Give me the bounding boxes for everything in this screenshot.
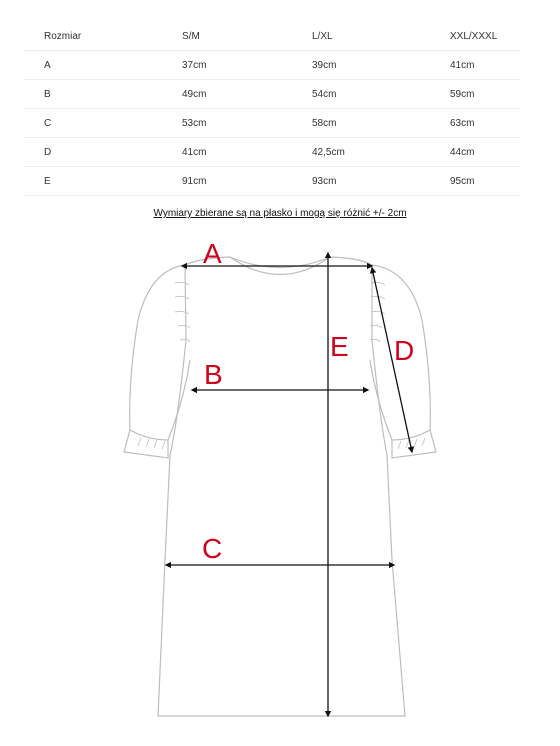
header-sm: S/M [162,22,292,51]
row-label: B [24,80,162,109]
row-label: E [24,167,162,196]
table-cell: 59cm [430,80,520,109]
table-cell: 58cm [292,109,430,138]
table-cell: 44cm [430,138,520,167]
table-row [24,167,520,196]
table-row [24,80,520,109]
table-cell: 63cm [430,109,520,138]
header-size: Rozmiar [24,22,162,51]
dress-outline [124,257,436,716]
table-header-row [24,22,520,51]
table-cell: 53cm [162,109,292,138]
measurement-note: Wymiary zbierane są na płasko i mogą się różnić +/- 2cm [153,208,407,219]
header-xxlxxxl: XXL/XXXL [430,22,520,51]
label-c: C [202,533,223,564]
table-cell: 37cm [162,51,292,80]
row-label: A [24,51,162,80]
table-row [24,109,520,138]
table-cell: 95cm [430,167,520,196]
table-cell: 91cm [162,167,292,196]
table-cell: 42,5cm [292,138,430,167]
table-cell: 39cm [292,51,430,80]
label-a: A [203,238,222,269]
dress-diagram [0,230,560,730]
row-label: D [24,138,162,167]
table-row [24,138,520,167]
table-cell: 41cm [430,51,520,80]
table-cell: 41cm [162,138,292,167]
table-cell: 49cm [162,80,292,109]
label-b: B [204,359,223,390]
table-cell: 93cm [292,167,430,196]
label-e: E [330,331,349,362]
header-lxl: L/XL [292,22,430,51]
table-cell: 54cm [292,80,430,109]
size-table [24,22,520,196]
table-row [24,51,520,80]
measure-lines [166,253,415,716]
row-label: C [24,109,162,138]
label-d: D [394,335,415,366]
